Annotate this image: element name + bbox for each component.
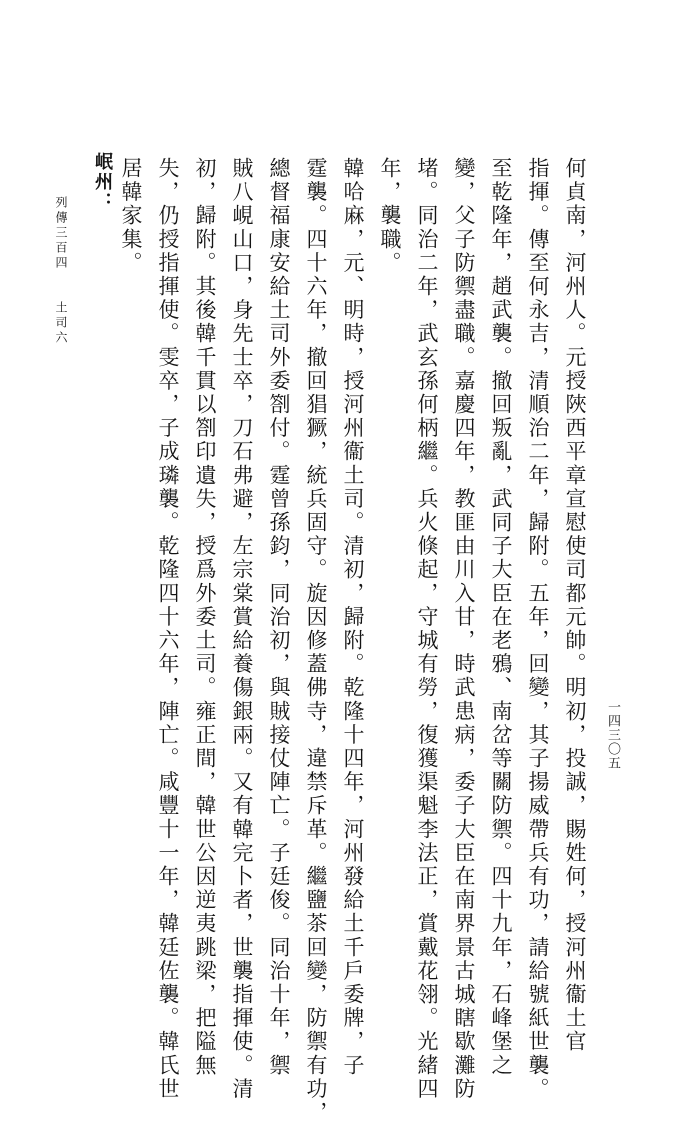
text-column-13: 居韓家集。: [119, 157, 143, 275]
running-title: 列傳三百四 土司六: [54, 196, 68, 346]
text-column-9: 總督福康安給土司外委劄付。霆曾孫鈞，同治初，與賊接仗陣亡。子廷俊。同治十年，禦: [267, 157, 291, 1078]
text-column-5: 堵。同治二年，武玄孫何柄繼。兵火倏起，守城有勞，復獲渠魁李法正，賞戴花翎。光緒四: [415, 157, 439, 1101]
text-column-12: 失，仍授指揮使。雯卒，子成璘襲。乾隆四十六年，陣亡。咸豐十一年，韓廷佐襲。韓氏世: [156, 157, 180, 1101]
text-column-2: 指揮。傳至何永吉，清順治二年，歸附。五年，回變，其子揚威帶兵有功，請給號紙世襲。: [526, 157, 550, 1101]
text-column-1: 何貞南，河州人。元授陜西平章宣慰使司都元帥。明初，投誠，賜姓何，授河州衞土官: [563, 157, 587, 1054]
text-column-10: 賊八峴山口，身先士卒，刀石弗避，左宗棠賞給養傷銀兩。又有韓完卜者，世襲指揮使。清: [230, 157, 254, 1101]
text-column-3: 至乾隆年，趙武襲。撤回叛亂，武同子大臣在老鴉、南岔等關防禦。四十九年，石峰堡之: [489, 157, 513, 1078]
text-column-6: 年，襲職。: [378, 157, 402, 275]
text-column-11: 初，歸附。其後韓千貫以劄印遺失，授爲外委土司。雍正間，韓世公因逆夷跳梁，把隘無: [193, 157, 217, 1078]
text-column-7: 韓哈麻，元、明時，授河州衞土司。清初，歸附。乾隆十四年，河州發給土千戶委牌，子: [341, 157, 365, 1078]
page-number: 一四三〇五: [605, 700, 620, 770]
text-column-4: 變，父子防禦盡職。嘉慶四年，教匪由川入甘，時武患病，委子大臣在南界景古城瞎歇灘防: [452, 157, 476, 1101]
section-heading: 岷州：: [92, 152, 113, 212]
text-column-8: 霆襲。四十六年，撤回猖獗，統兵固守。旋因修蓋佛寺，違禁斥革。繼鹽茶回變，防禦有功，: [304, 157, 328, 1125]
